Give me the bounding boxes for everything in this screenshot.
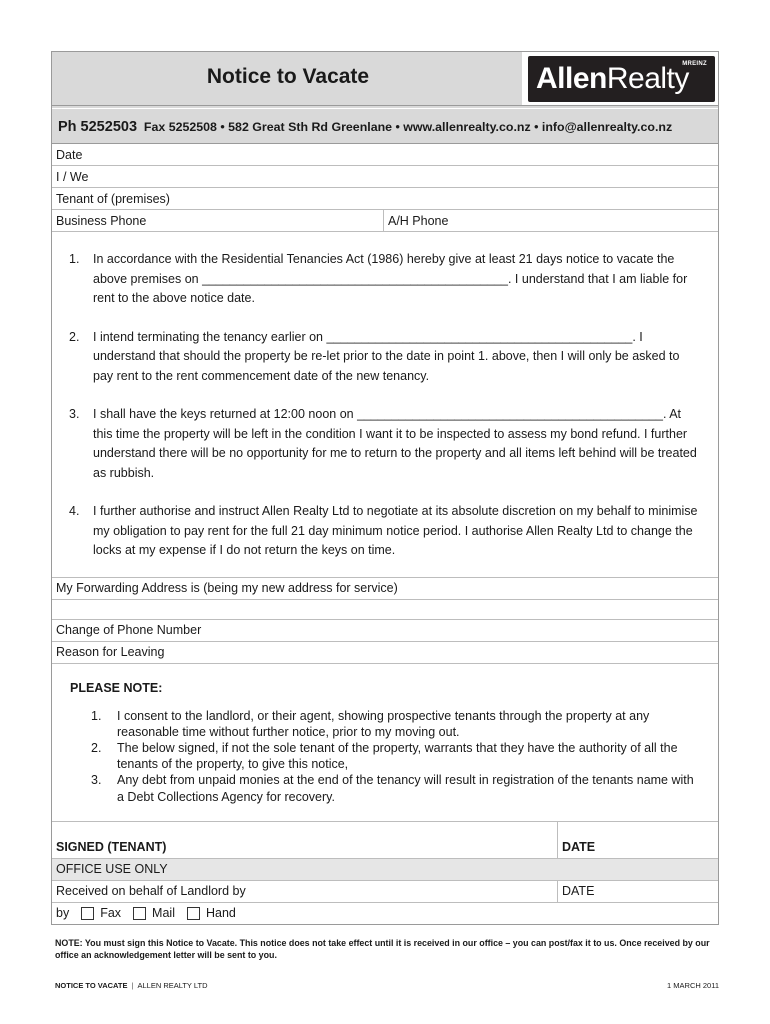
clause-item: 3. I shall have the keys returned at 12:00 noon on ____________________________________________. At this time the property will be left in the condition I want it to be inspected to assess my bond refund. I further understand there will be no opportunity for me to return to the property and all items left behind will be treated as rubbish. [69, 407, 697, 480]
forwarding-address-line-2[interactable] [52, 600, 718, 620]
tenant-name-field[interactable] [52, 166, 718, 188]
by-label: by [56, 906, 70, 921]
footer-version-date: 1 MARCH 2011 [667, 981, 719, 990]
received-row [52, 881, 718, 903]
forwarding-address-field[interactable] [52, 578, 718, 600]
office-use-label: OFFICE USE ONLY [56, 862, 168, 877]
logo-box [522, 52, 718, 105]
notice-form [51, 51, 719, 925]
contact-row [52, 106, 718, 144]
note-item: 2. The below signed, if not the sole tenant of the property, warrants that they have the authority of all the tenants of the property, to give this notice, [91, 740, 678, 772]
logo-text-light: Realty [606, 62, 689, 95]
signed-date-label: DATE [562, 839, 596, 854]
received-date-label: DATE [562, 884, 595, 899]
delivery-method-row [52, 903, 718, 924]
contact-details: Fax 5252508 • 582 Great Sth Rd Greenlane • www.allenrealty.co.nz • info@allenrealty.co.nz [143, 120, 673, 134]
fax-option[interactable]: Fax [81, 906, 121, 920]
ah-phone-field[interactable] [384, 214, 448, 228]
signature-date-field[interactable] [558, 822, 718, 858]
footer-company: ALLEN REALTY LTD [137, 981, 208, 990]
tenant-of-label: Tenant of (premises) [56, 191, 170, 206]
phone-change-field[interactable] [52, 620, 718, 642]
footnote: NOTE: You must sign this Notice to Vacate. This notice does not take effect until it is received in our office – you can post/fax it to us. Once received by our office an acknowledgement letter will be sent to you. [55, 938, 710, 960]
hand-option[interactable]: Hand [187, 906, 236, 920]
reason-field[interactable] [52, 642, 718, 664]
mail-option[interactable]: Mail [133, 906, 175, 920]
page-footer [55, 981, 719, 990]
premises-field[interactable] [52, 188, 718, 210]
business-phone-label: Business Phone [56, 213, 147, 228]
hand-checkbox[interactable] [187, 907, 200, 920]
logo-text-bold: Allen [536, 62, 607, 95]
clauses [52, 232, 718, 578]
fax-checkbox[interactable] [81, 907, 94, 920]
note-item: 1. I consent to the landlord, or their agent, showing prospective tenants through the property at any reasonable time without further notice, prior to my moving out. [91, 708, 650, 739]
business-phone-field[interactable] [52, 210, 384, 231]
forwarding-label: My Forwarding Address is (being my new address for service) [56, 581, 398, 595]
reinz-badge: MREINZ [682, 61, 707, 67]
allen-realty-logo [528, 56, 715, 102]
date-label: Date [56, 147, 83, 162]
clause-item: 4. I further authorise and instruct Allen Realty Ltd to negotiate at its absolute discretion on my behalf to minimise my obligation to pay rent for the full 21 day minimum notice period. I authorise Allen Realty Ltd to change the locks at my expense if I do not return the keys on time. [69, 504, 698, 557]
footer-doc-name: NOTICE TO VACATE [55, 981, 128, 990]
received-date-field[interactable] [558, 881, 718, 902]
clause-item: 1. In accordance with the Residential Tenancies Act (1986) hereby give at least 21 days notice to vacate the above premises on ____________________________________________. I understand that I am liable for rent to the above notice date. [69, 252, 688, 305]
tenant-signature-field[interactable] [52, 822, 558, 858]
signature-row [52, 822, 718, 859]
clause-item: 2. I intend terminating the tenancy earlier on ____________________________________________. I understand that should the property be re-let prior to the date in point 1. above, then I will only be asked to pay rent to the rent commencement date of the new tenancy. [69, 329, 680, 383]
received-by-field[interactable] [52, 881, 558, 902]
i-we-label: I / We [56, 169, 89, 184]
phone-change-label: Change of Phone Number [56, 623, 202, 637]
office-use-header [52, 859, 718, 881]
phone-number: Ph 5252503 [58, 119, 138, 135]
footer-separator: | [131, 981, 134, 990]
page-title: Notice to Vacate [206, 65, 370, 88]
date-field[interactable] [52, 144, 718, 166]
phone-row [52, 210, 718, 232]
please-note [52, 664, 718, 822]
ah-phone-label: A/H Phone [388, 213, 449, 228]
signed-label: SIGNED (TENANT) [56, 839, 167, 854]
title-row [52, 52, 718, 106]
please-note-heading: PLEASE NOTE: [70, 680, 163, 695]
received-label: Received on behalf of Landlord by [56, 884, 246, 899]
mail-checkbox[interactable] [133, 907, 146, 920]
note-item: 3. Any debt from unpaid monies at the end of the tenancy will result in registration of the tenants name with a Debt Collections Agency for recovery. [91, 773, 694, 804]
reason-label: Reason for Leaving [56, 645, 165, 659]
